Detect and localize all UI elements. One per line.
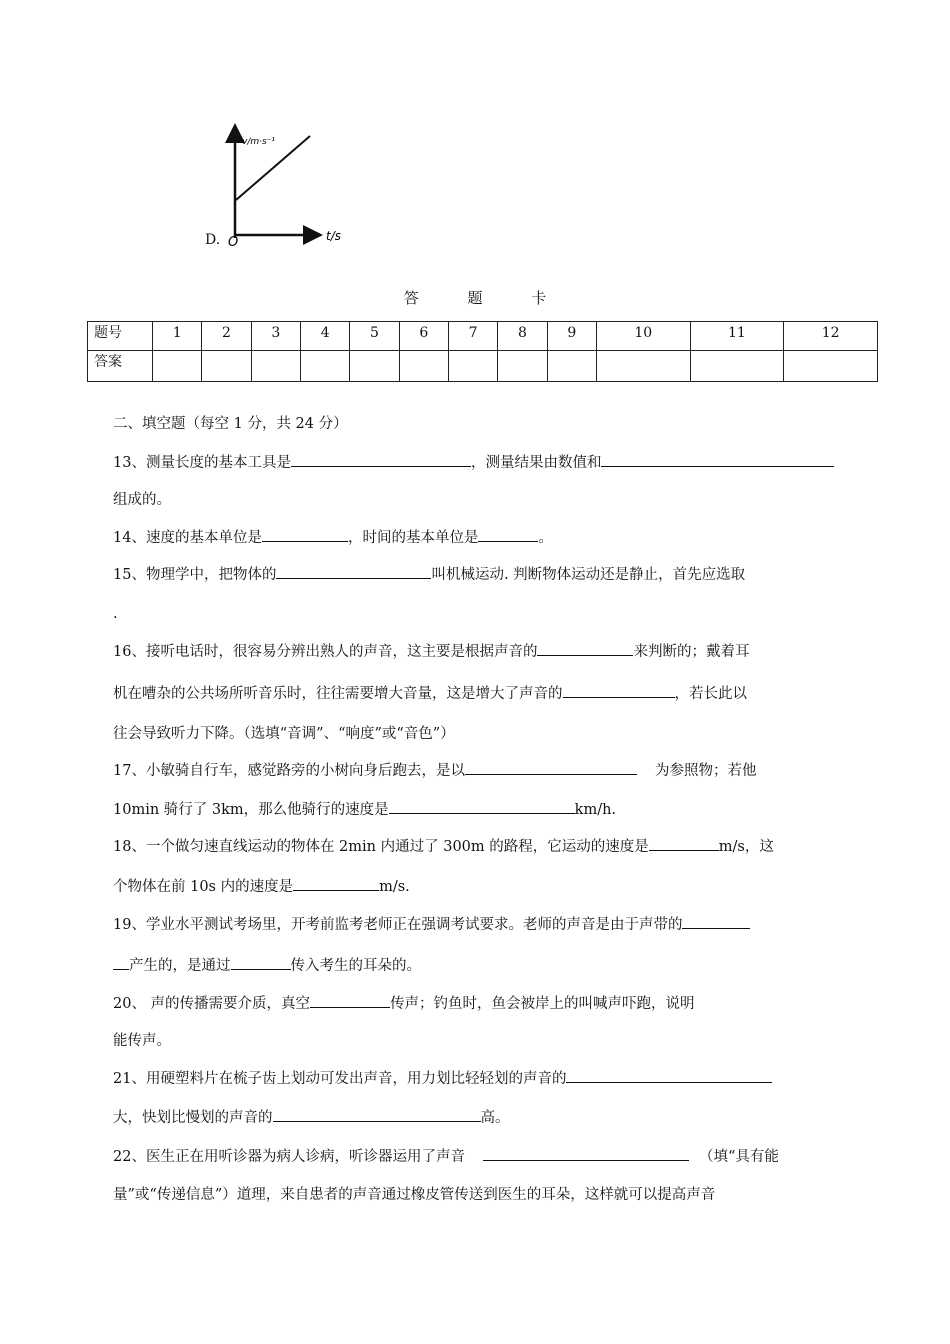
answer-cell[interactable] <box>448 351 497 382</box>
answer-table <box>87 321 878 382</box>
q16-blank-2[interactable] <box>563 683 675 698</box>
question-16-line-1: 16、接听电话时，很容易分辨出熟人的声音，这主要是根据声音的 来判断的；戴着耳 <box>113 641 749 662</box>
question-13-line-2: 组成的。 <box>113 492 171 508</box>
question-22-line-1: 22、医生正在用听诊器为病人诊病，听诊器运用了声音 （填“具有能 <box>113 1146 779 1167</box>
q15-blank-1[interactable] <box>276 564 431 579</box>
answer-cell[interactable] <box>251 351 300 382</box>
q19-blank-1[interactable] <box>682 914 750 929</box>
question-18-line-1: 18、一个做匀速直线运动的物体在 2min 内通过了 300m 的路程，它运动的速度是 m/s，这 <box>113 836 774 857</box>
y-axis-label: v/m·s⁻¹ <box>242 137 276 147</box>
q22-blank-1[interactable] <box>483 1146 689 1161</box>
question-19-line-1: 19、学业水平测试考场里，开考前监考老师正在强调考试要求。老师的声音是由于声带的 <box>113 914 750 935</box>
question-21-line-2: 大，快划比慢划的声音的 高。 <box>113 1107 510 1128</box>
q17-blank-2[interactable] <box>389 799 575 814</box>
question-21-line-1: 21、用硬塑料片在梳子齿上划动可发出声音，用力划比轻轻划的声音的 <box>113 1068 772 1089</box>
question-15-line-1: 15、物理学中，把物体的 叫机械运动. 判断物体运动还是静止，首先应选取 <box>113 564 745 585</box>
x-axis-label: t/s <box>326 229 341 243</box>
question-17-line-1: 17、小敏骑自行车，感觉路旁的小树向身后跑去，是以 为参照物；若他 <box>113 760 756 781</box>
option-d-graph <box>200 118 360 258</box>
question-15-line-2: . <box>113 606 118 622</box>
answer-cell[interactable] <box>300 351 349 382</box>
q13-blank-2[interactable] <box>601 452 834 467</box>
answer-cell[interactable] <box>399 351 448 382</box>
question-22-line-2: 量”或“传递信息”）道理，来自患者的声音通过橡皮管传送到医生的耳朵，这样就可以提高声音 <box>113 1187 716 1203</box>
answer-cell[interactable] <box>547 351 596 382</box>
question-16-line-3: 往会导致听力下降。（选填“音调”、“响度”或“音色”） <box>113 726 455 742</box>
q16-blank-1[interactable] <box>537 641 633 656</box>
q18-blank-1[interactable] <box>649 836 719 851</box>
answer-cell[interactable] <box>690 351 784 382</box>
q18-blank-2[interactable] <box>293 876 379 891</box>
question-17-line-2: 10min 骑行了 3km，那么他骑行的速度是 km/h. <box>113 799 616 820</box>
question-14: 14、速度的基本单位是 ，时间的基本单位是 。 <box>113 527 553 548</box>
answer-cell[interactable] <box>596 351 690 382</box>
answer-cell[interactable] <box>350 351 399 382</box>
question-20-line-2: 能传声。 <box>113 1033 171 1049</box>
answer-cell[interactable] <box>784 351 878 382</box>
q19-blank-1-cont[interactable] <box>113 955 129 970</box>
q21-blank-1[interactable] <box>566 1068 772 1083</box>
answer-cell[interactable] <box>202 351 251 382</box>
origin-label: O <box>228 235 239 250</box>
table-row-answers: 答案 <box>88 351 878 382</box>
question-18-line-2: 个物体在前 10s 内的速度是 m/s. <box>113 876 410 897</box>
question-16-line-2: 机在嘈杂的公共场所听音乐时，往往需要增大音量，这是增大了声音的 ，若长此以 <box>113 683 747 704</box>
table-row-numbers: 题号 1 2 3 4 5 6 7 8 9 10 11 12 <box>88 322 878 351</box>
q14-blank-1[interactable] <box>262 527 348 542</box>
q13-blank-1[interactable] <box>291 452 471 467</box>
option-d-label: D. <box>205 232 221 248</box>
answer-card-title: 答 题 卡 <box>403 289 547 307</box>
answer-cell[interactable] <box>153 351 202 382</box>
section-heading: 二、填空题（每空 1 分，共 24 分） <box>113 416 348 432</box>
question-13-line-1: 13、测量长度的基本工具是 ，测量结果由数值和 <box>113 452 834 473</box>
question-20-line-1: 20、 声的传播需要介质，真空 传声；钓鱼时，鱼会被岸上的叫喊声吓跑，说明 <box>113 993 695 1014</box>
question-19-line-2: 产生的，是通过 传入考生的耳朵的。 <box>113 955 421 976</box>
q21-blank-2[interactable] <box>273 1107 481 1122</box>
answer-cell[interactable] <box>498 351 547 382</box>
q19-blank-2[interactable] <box>231 955 291 970</box>
q14-blank-2[interactable] <box>478 527 538 542</box>
q17-blank-1[interactable] <box>465 760 637 775</box>
q20-blank-1[interactable] <box>310 993 390 1008</box>
